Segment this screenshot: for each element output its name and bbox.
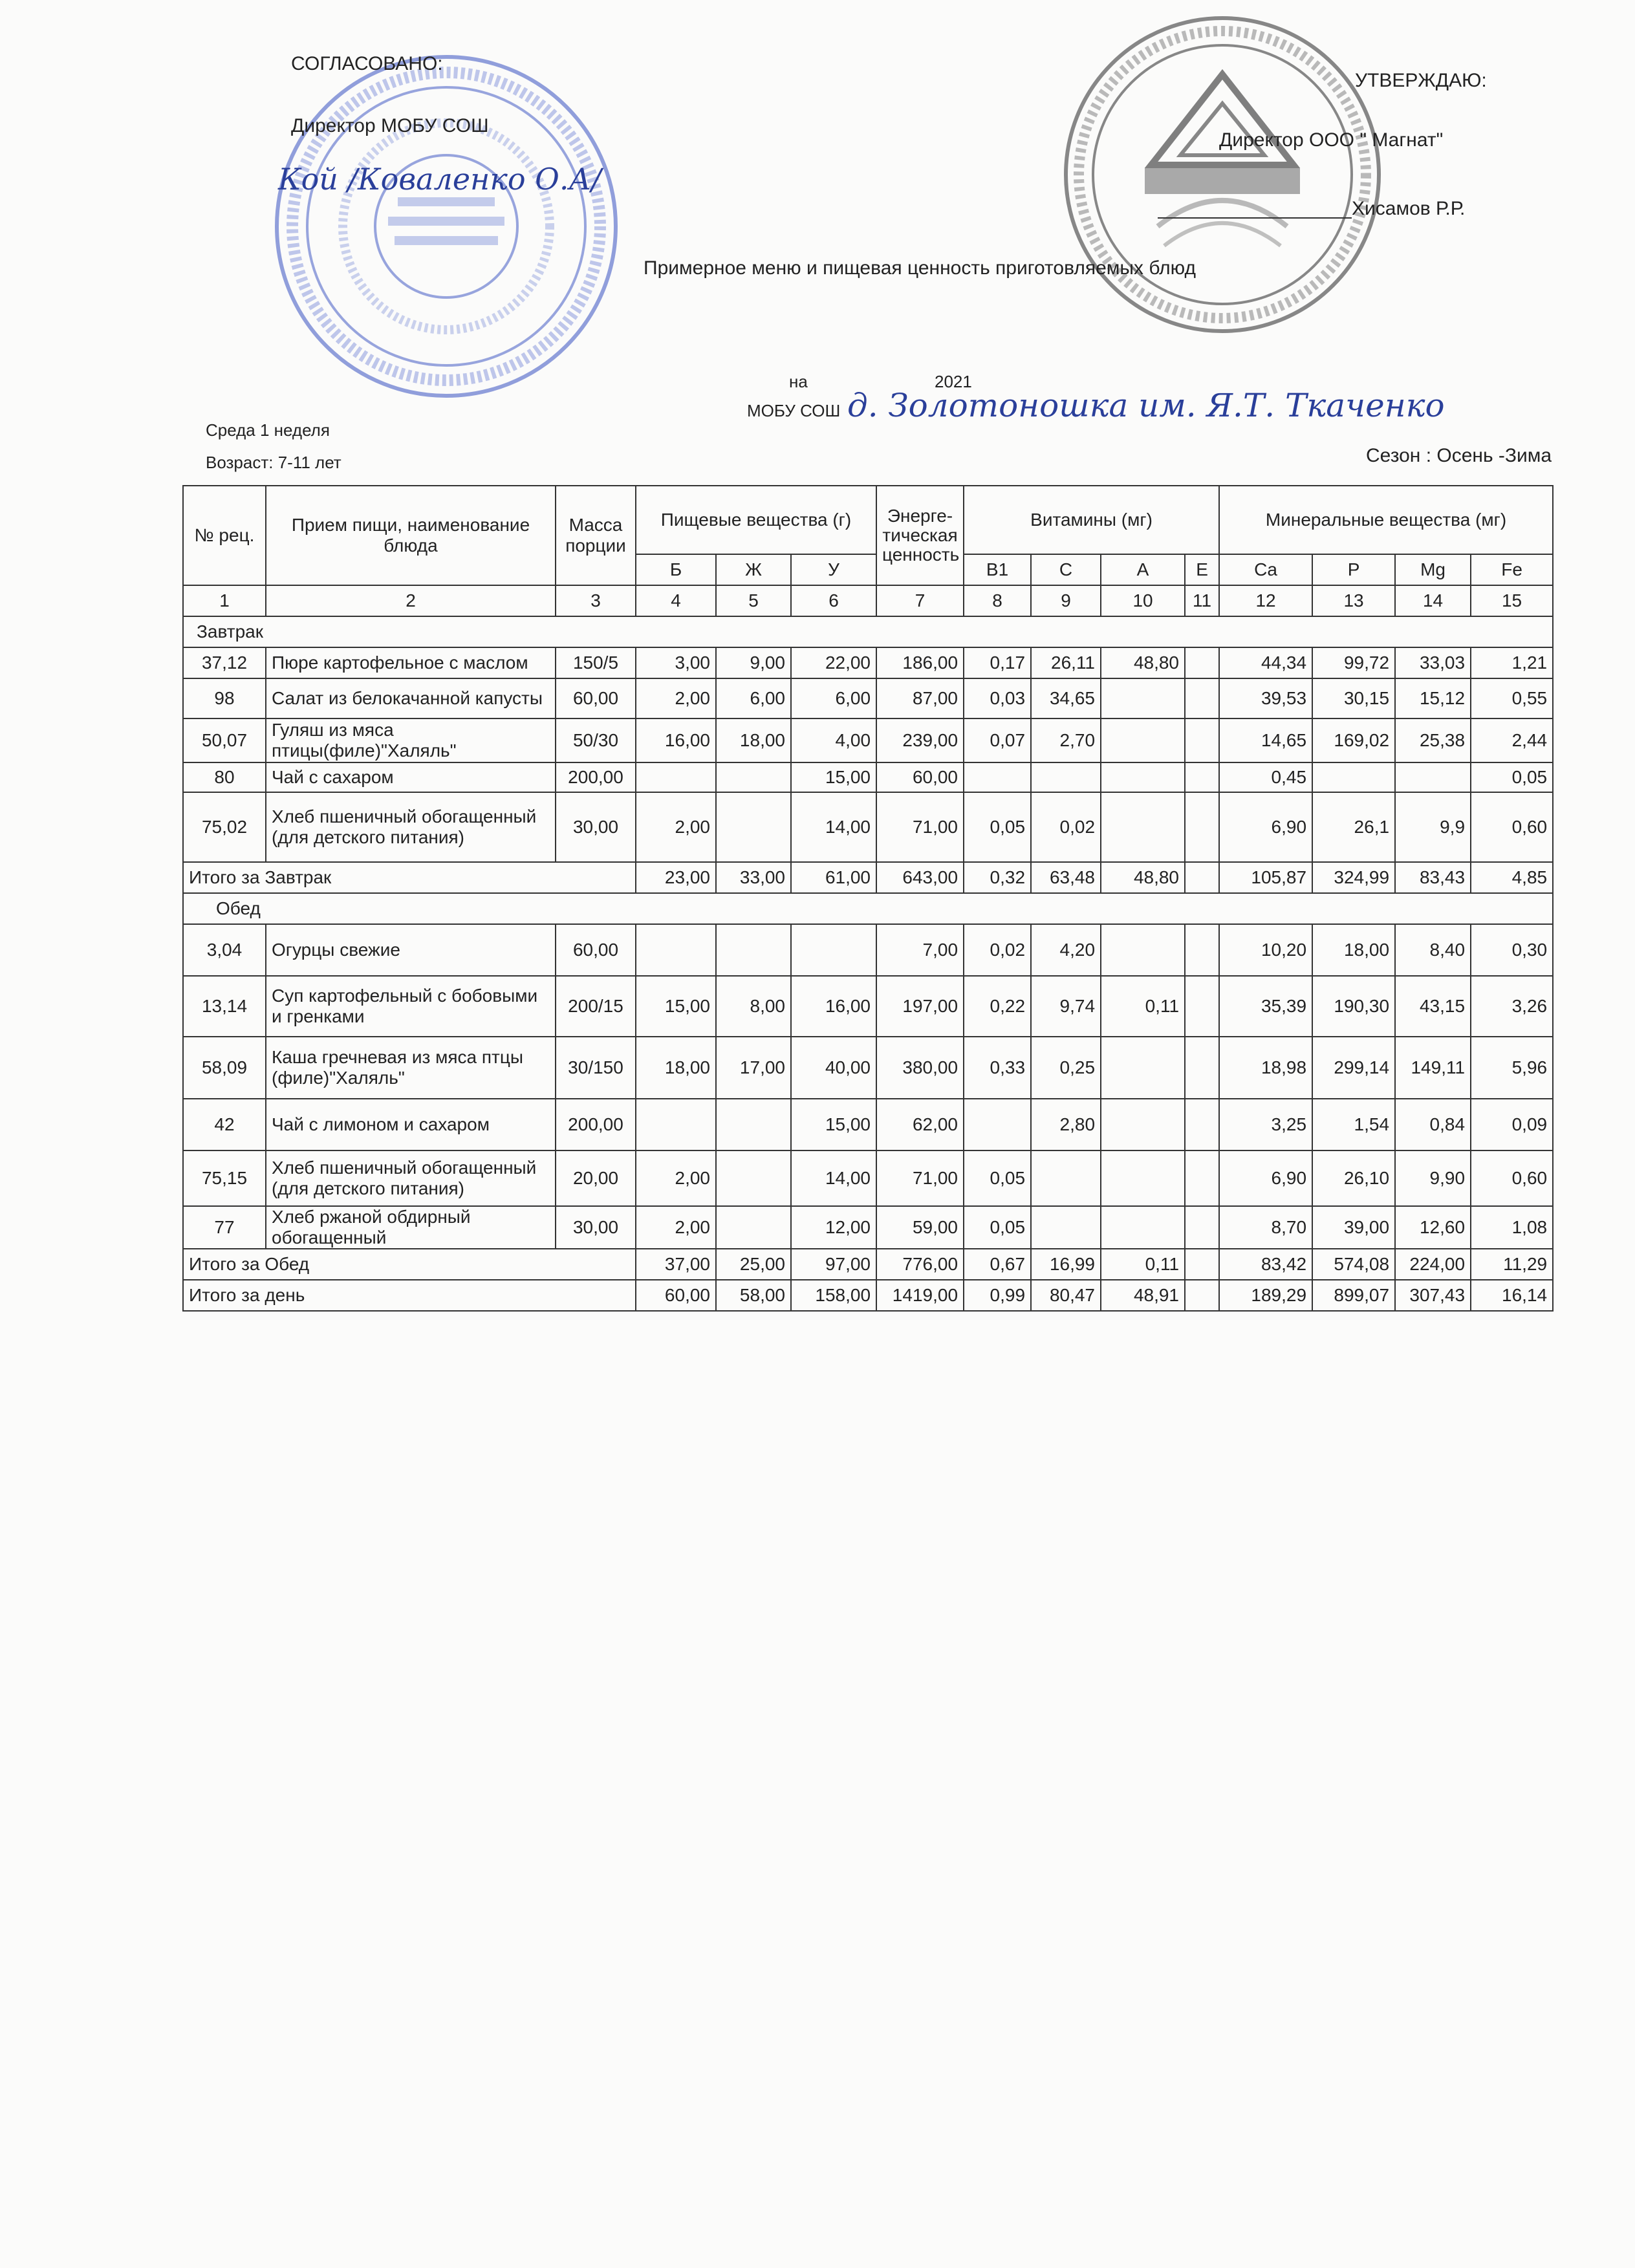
vitamin-a	[1101, 1150, 1185, 1206]
table-row	[183, 718, 1553, 762]
vitamin-c	[1031, 1150, 1101, 1206]
portion-mass: 30/150	[556, 1037, 636, 1099]
vitamin-b1: 0,17	[964, 647, 1031, 678]
calcium: 44,34	[1219, 647, 1312, 678]
sub-zh: Ж	[716, 554, 791, 585]
recipe-num: 58,09	[183, 1037, 266, 1099]
approval-right-position: Директор ООО " Магнат"	[1219, 129, 1444, 151]
total-p: 324,99	[1312, 862, 1395, 893]
calcium: 39,53	[1219, 678, 1312, 718]
recipe-num: 3,04	[183, 924, 266, 976]
carbs: 40,00	[791, 1037, 876, 1099]
vitamin-e	[1185, 678, 1219, 718]
protein: 16,00	[636, 718, 716, 762]
sub-a: A	[1101, 554, 1185, 585]
fat	[716, 792, 791, 862]
iron: 2,44	[1471, 718, 1553, 762]
school-label: МОБУ СОШ	[747, 401, 841, 420]
calcium: 6,90	[1219, 792, 1312, 862]
phosphorus: 30,15	[1312, 678, 1395, 718]
dish-name: Огурцы свежие	[266, 924, 556, 976]
approval-right-title: УТВЕРЖДАЮ:	[1355, 70, 1487, 91]
total-mg: 224,00	[1395, 1249, 1471, 1280]
vitamin-a: 0,11	[1101, 976, 1185, 1037]
total-p: 899,07	[1312, 1280, 1395, 1311]
recipe-num: 98	[183, 678, 266, 718]
vitamin-a	[1101, 1206, 1185, 1249]
magnesium: 0,84	[1395, 1099, 1471, 1150]
col-num: 9	[1031, 585, 1101, 616]
sub-u: У	[791, 554, 876, 585]
vitamin-a	[1101, 762, 1185, 792]
phosphorus: 99,72	[1312, 647, 1395, 678]
year: 2021	[935, 372, 972, 391]
total-b1: 0,99	[964, 1280, 1031, 1311]
total-b: 60,00	[636, 1280, 716, 1311]
portion-mass: 200,00	[556, 1099, 636, 1150]
fat: 17,00	[716, 1037, 791, 1099]
col-num: 15	[1471, 585, 1553, 616]
col-num: 14	[1395, 585, 1471, 616]
vitamin-e	[1185, 1099, 1219, 1150]
dish-name: Гуляш из мяса птицы(филе)"Халяль"	[266, 718, 556, 762]
energy: 62,00	[876, 1099, 964, 1150]
magnesium: 149,11	[1395, 1037, 1471, 1099]
company-stamp	[1061, 13, 1384, 336]
total-energy: 776,00	[876, 1249, 964, 1280]
vitamin-c	[1031, 1206, 1101, 1249]
col-num: 1	[183, 585, 266, 616]
vitamin-c: 4,20	[1031, 924, 1101, 976]
protein	[636, 762, 716, 792]
energy: 7,00	[876, 924, 964, 976]
vitamin-c	[1031, 762, 1101, 792]
phosphorus: 169,02	[1312, 718, 1395, 762]
total-b: 23,00	[636, 862, 716, 893]
calcium: 3,25	[1219, 1099, 1312, 1150]
table-row	[183, 1099, 1553, 1150]
dish-name: Хлеб пшеничный обогащенный (для детского питания)	[266, 792, 556, 862]
table-row	[183, 976, 1553, 1037]
recipe-num: 77	[183, 1206, 266, 1249]
total-a: 48,80	[1101, 862, 1185, 893]
portion-mass: 60,00	[556, 924, 636, 976]
on-label: на	[789, 372, 808, 391]
total-mg: 83,43	[1395, 862, 1471, 893]
vitamin-c: 0,25	[1031, 1037, 1101, 1099]
portion-mass: 200/15	[556, 976, 636, 1037]
magnesium: 15,12	[1395, 678, 1471, 718]
iron: 0,60	[1471, 1150, 1553, 1206]
col-num: 4	[636, 585, 716, 616]
total-a: 0,11	[1101, 1249, 1185, 1280]
table-row	[183, 647, 1553, 678]
recipe-num: 75,02	[183, 792, 266, 862]
phosphorus	[1312, 762, 1395, 792]
header-minerals: Минеральные вещества (мг)	[1219, 486, 1553, 554]
sub-fe: Fe	[1471, 554, 1553, 585]
vitamin-e	[1185, 762, 1219, 792]
energy: 239,00	[876, 718, 964, 762]
protein	[636, 924, 716, 976]
total-e	[1185, 1249, 1219, 1280]
energy: 87,00	[876, 678, 964, 718]
total-u: 61,00	[791, 862, 876, 893]
table-row	[183, 924, 1553, 976]
vitamin-a	[1101, 1099, 1185, 1150]
vitamin-a	[1101, 1037, 1185, 1099]
total-p: 574,08	[1312, 1249, 1395, 1280]
magnesium: 43,15	[1395, 976, 1471, 1037]
dish-name: Пюре картофельное с маслом	[266, 647, 556, 678]
breakfast-rows	[183, 647, 1553, 862]
total-a: 48,91	[1101, 1280, 1185, 1311]
header-energy: Энерге-тическая ценность	[876, 486, 964, 585]
phosphorus: 26,10	[1312, 1150, 1395, 1206]
col-num: 3	[556, 585, 636, 616]
total-u: 158,00	[791, 1280, 876, 1311]
protein: 18,00	[636, 1037, 716, 1099]
vitamin-e	[1185, 792, 1219, 862]
total-fe: 16,14	[1471, 1280, 1553, 1311]
energy: 186,00	[876, 647, 964, 678]
recipe-num: 75,15	[183, 1150, 266, 1206]
col-num: 6	[791, 585, 876, 616]
iron: 0,05	[1471, 762, 1553, 792]
phosphorus: 26,1	[1312, 792, 1395, 862]
vitamin-e	[1185, 1206, 1219, 1249]
magnesium: 33,03	[1395, 647, 1471, 678]
portion-mass: 30,00	[556, 792, 636, 862]
magnesium: 9,9	[1395, 792, 1471, 862]
total-c: 80,47	[1031, 1280, 1101, 1311]
fat	[716, 762, 791, 792]
energy: 71,00	[876, 792, 964, 862]
approval-left-signature: Кой /Коваленко О.А/	[278, 162, 601, 197]
breakfast-total-row	[183, 862, 1553, 893]
dish-name: Чай с сахаром	[266, 762, 556, 792]
protein: 2,00	[636, 1206, 716, 1249]
iron: 3,26	[1471, 976, 1553, 1037]
energy: 71,00	[876, 1150, 964, 1206]
total-mg: 307,43	[1395, 1280, 1471, 1311]
protein	[636, 1099, 716, 1150]
age-label: Возраст: 7-11 лет	[206, 453, 341, 472]
carbs: 14,00	[791, 792, 876, 862]
col-num: 11	[1185, 585, 1219, 616]
portion-mass: 20,00	[556, 1150, 636, 1206]
table-row	[183, 1037, 1553, 1099]
vitamin-c: 2,70	[1031, 718, 1101, 762]
school-name-handwritten: д. Золотоношка им. Я.Т. Ткаченко	[847, 387, 1445, 424]
vitamin-b1	[964, 762, 1031, 792]
total-fe: 4,85	[1471, 862, 1553, 893]
approval-right-name: Хисамов Р.Р.	[1352, 198, 1466, 219]
energy: 197,00	[876, 976, 964, 1037]
col-num: 12	[1219, 585, 1312, 616]
sub-c: C	[1031, 554, 1101, 585]
school-stamp	[272, 52, 621, 401]
dish-name: Салат из белокачанной капусты	[266, 678, 556, 718]
season-label: Сезон : Осень -Зима	[1366, 445, 1552, 466]
total-fe: 11,29	[1471, 1249, 1553, 1280]
document-title: Примерное меню и пищевая ценность приготовляемых блюд	[644, 257, 1196, 279]
day-label: Среда 1 неделя	[206, 420, 330, 440]
lunch-total-row	[183, 1249, 1553, 1280]
total-u: 97,00	[791, 1249, 876, 1280]
vitamin-e	[1185, 1037, 1219, 1099]
vitamin-c: 34,65	[1031, 678, 1101, 718]
sub-ca: Ca	[1219, 554, 1312, 585]
iron: 5,96	[1471, 1037, 1553, 1099]
vitamin-e	[1185, 924, 1219, 976]
vitamin-c: 0,02	[1031, 792, 1101, 862]
calcium: 0,45	[1219, 762, 1312, 792]
vitamin-b1: 0,05	[964, 1206, 1031, 1249]
portion-mass: 30,00	[556, 1206, 636, 1249]
header-name: Прием пищи, наименование блюда	[266, 486, 556, 585]
sub-b1: B1	[964, 554, 1031, 585]
magnesium	[1395, 762, 1471, 792]
recipe-num: 50,07	[183, 718, 266, 762]
total-c: 63,48	[1031, 862, 1101, 893]
table-row	[183, 678, 1553, 718]
carbs: 14,00	[791, 1150, 876, 1206]
dish-name: Суп картофельный с бобовыми и гренками	[266, 976, 556, 1037]
phosphorus: 39,00	[1312, 1206, 1395, 1249]
total-zh: 33,00	[716, 862, 791, 893]
vitamin-b1: 0,03	[964, 678, 1031, 718]
vitamin-a	[1101, 718, 1185, 762]
total-zh: 25,00	[716, 1249, 791, 1280]
iron: 0,30	[1471, 924, 1553, 976]
total-energy: 1419,00	[876, 1280, 964, 1311]
portion-mass: 50/30	[556, 718, 636, 762]
calcium: 8,70	[1219, 1206, 1312, 1249]
phosphorus: 1,54	[1312, 1099, 1395, 1150]
day-total-row	[183, 1280, 1553, 1311]
phosphorus: 299,14	[1312, 1037, 1395, 1099]
carbs: 22,00	[791, 647, 876, 678]
col-num: 8	[964, 585, 1031, 616]
dish-name: Хлеб пшеничный обогащенный (для детского питания)	[266, 1150, 556, 1206]
iron: 0,09	[1471, 1099, 1553, 1150]
col-num: 2	[266, 585, 556, 616]
header-vitamins: Витамины (мг)	[964, 486, 1219, 554]
vitamin-a	[1101, 678, 1185, 718]
total-e	[1185, 1280, 1219, 1311]
total-label: Итого за Завтрак	[183, 862, 636, 893]
recipe-num: 13,14	[183, 976, 266, 1037]
total-ca: 189,29	[1219, 1280, 1312, 1311]
carbs: 6,00	[791, 678, 876, 718]
fat: 18,00	[716, 718, 791, 762]
recipe-num: 80	[183, 762, 266, 792]
portion-mass: 150/5	[556, 647, 636, 678]
iron: 1,08	[1471, 1206, 1553, 1249]
vitamin-a	[1101, 924, 1185, 976]
vitamin-e	[1185, 718, 1219, 762]
phosphorus: 18,00	[1312, 924, 1395, 976]
signature-line	[1158, 217, 1352, 219]
fat	[716, 1099, 791, 1150]
fat	[716, 1206, 791, 1249]
vitamin-b1: 0,05	[964, 792, 1031, 862]
section-breakfast: Завтрак	[183, 616, 1553, 647]
magnesium: 9,90	[1395, 1150, 1471, 1206]
energy: 60,00	[876, 762, 964, 792]
fat	[716, 1150, 791, 1206]
table-row	[183, 1206, 1553, 1249]
total-energy: 643,00	[876, 862, 964, 893]
col-num: 7	[876, 585, 964, 616]
header-mass: Масса порции	[556, 486, 636, 585]
col-num: 13	[1312, 585, 1395, 616]
total-label: Итого за день	[183, 1280, 636, 1311]
protein: 15,00	[636, 976, 716, 1037]
recipe-num: 42	[183, 1099, 266, 1150]
iron: 0,60	[1471, 792, 1553, 862]
total-ca: 105,87	[1219, 862, 1312, 893]
menu-table	[182, 485, 1554, 1312]
total-e	[1185, 862, 1219, 893]
vitamin-e	[1185, 1150, 1219, 1206]
dish-name: Каша гречневая из мяса птцы (филе)"Халяль"	[266, 1037, 556, 1099]
approval-left-position: Директор МОБУ СОШ	[291, 115, 489, 136]
vitamin-e	[1185, 976, 1219, 1037]
total-label: Итого за Обед	[183, 1249, 636, 1280]
sub-b: Б	[636, 554, 716, 585]
calcium: 35,39	[1219, 976, 1312, 1037]
sub-p: P	[1312, 554, 1395, 585]
table-row	[183, 1150, 1553, 1206]
table-row	[183, 762, 1553, 792]
vitamin-c: 9,74	[1031, 976, 1101, 1037]
energy: 380,00	[876, 1037, 964, 1099]
protein: 3,00	[636, 647, 716, 678]
vitamin-c: 26,11	[1031, 647, 1101, 678]
carbs	[791, 924, 876, 976]
carbs: 12,00	[791, 1206, 876, 1249]
section-lunch: Обед	[183, 893, 1553, 924]
protein: 2,00	[636, 792, 716, 862]
total-zh: 58,00	[716, 1280, 791, 1311]
sub-e: E	[1185, 554, 1219, 585]
carbs: 16,00	[791, 976, 876, 1037]
vitamin-a: 48,80	[1101, 647, 1185, 678]
vitamin-b1: 0,02	[964, 924, 1031, 976]
dish-name: Чай с лимоном и сахаром	[266, 1099, 556, 1150]
lunch-rows	[183, 924, 1553, 1249]
vitamin-b1	[964, 1099, 1031, 1150]
column-number-row	[183, 585, 1553, 616]
header-num: № рец.	[183, 486, 266, 585]
carbs: 4,00	[791, 718, 876, 762]
energy: 59,00	[876, 1206, 964, 1249]
magnesium: 12,60	[1395, 1206, 1471, 1249]
total-b1: 0,32	[964, 862, 1031, 893]
vitamin-b1: 0,07	[964, 718, 1031, 762]
magnesium: 25,38	[1395, 718, 1471, 762]
sub-mg: Mg	[1395, 554, 1471, 585]
col-num: 10	[1101, 585, 1185, 616]
calcium: 14,65	[1219, 718, 1312, 762]
magnesium: 8,40	[1395, 924, 1471, 976]
portion-mass: 200,00	[556, 762, 636, 792]
carbs: 15,00	[791, 1099, 876, 1150]
calcium: 6,90	[1219, 1150, 1312, 1206]
header-nutrients: Пищевые вещества (г)	[636, 486, 876, 554]
vitamin-b1: 0,05	[964, 1150, 1031, 1206]
fat: 9,00	[716, 647, 791, 678]
col-num: 5	[716, 585, 791, 616]
vitamin-b1: 0,22	[964, 976, 1031, 1037]
fat: 8,00	[716, 976, 791, 1037]
calcium: 18,98	[1219, 1037, 1312, 1099]
fat	[716, 924, 791, 976]
calcium: 10,20	[1219, 924, 1312, 976]
total-c: 16,99	[1031, 1249, 1101, 1280]
carbs: 15,00	[791, 762, 876, 792]
table-row	[183, 792, 1553, 862]
protein: 2,00	[636, 1150, 716, 1206]
dish-name: Хлеб ржаной обдирный обогащенный	[266, 1206, 556, 1249]
total-b1: 0,67	[964, 1249, 1031, 1280]
recipe-num: 37,12	[183, 647, 266, 678]
portion-mass: 60,00	[556, 678, 636, 718]
vitamin-b1: 0,33	[964, 1037, 1031, 1099]
protein: 2,00	[636, 678, 716, 718]
total-ca: 83,42	[1219, 1249, 1312, 1280]
fat: 6,00	[716, 678, 791, 718]
vitamin-c: 2,80	[1031, 1099, 1101, 1150]
total-b: 37,00	[636, 1249, 716, 1280]
approval-left-title: СОГЛАСОВАНО:	[291, 53, 443, 74]
iron: 0,55	[1471, 678, 1553, 718]
phosphorus: 190,30	[1312, 976, 1395, 1037]
iron: 1,21	[1471, 647, 1553, 678]
vitamin-a	[1101, 792, 1185, 862]
vitamin-e	[1185, 647, 1219, 678]
